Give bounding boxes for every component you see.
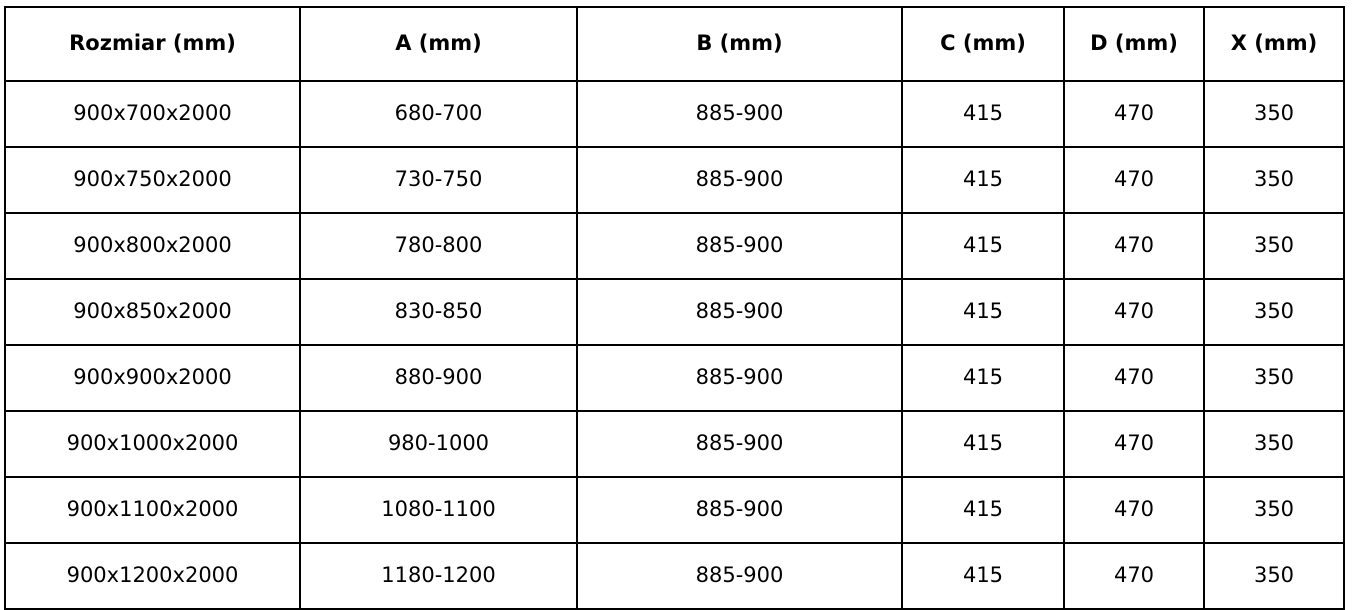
table-row xyxy=(5,543,1344,609)
cell-x: 350 xyxy=(1204,81,1344,147)
cell-c: 415 xyxy=(902,345,1064,411)
cell-x: 350 xyxy=(1204,279,1344,345)
cell-rozmiar: 900x1000x2000 xyxy=(5,411,300,477)
cell-rozmiar: 900x1100x2000 xyxy=(5,477,300,543)
cell-b: 885-900 xyxy=(577,81,902,147)
cell-x: 350 xyxy=(1204,477,1344,543)
cell-b: 885-900 xyxy=(577,411,902,477)
table-header-row xyxy=(5,7,1344,81)
cell-b: 885-900 xyxy=(577,213,902,279)
cell-x: 350 xyxy=(1204,147,1344,213)
column-header-a: A (mm) xyxy=(300,7,577,81)
cell-d: 470 xyxy=(1064,411,1204,477)
cell-c: 415 xyxy=(902,477,1064,543)
table-body xyxy=(5,81,1344,609)
cell-c: 415 xyxy=(902,279,1064,345)
cell-rozmiar: 900x800x2000 xyxy=(5,213,300,279)
column-header-d: D (mm) xyxy=(1064,7,1204,81)
cell-rozmiar: 900x900x2000 xyxy=(5,345,300,411)
column-header-x: X (mm) xyxy=(1204,7,1344,81)
cell-x: 350 xyxy=(1204,543,1344,609)
cell-a: 780-800 xyxy=(300,213,577,279)
cell-x: 350 xyxy=(1204,411,1344,477)
table-row xyxy=(5,147,1344,213)
cell-b: 885-900 xyxy=(577,543,902,609)
cell-a: 980-1000 xyxy=(300,411,577,477)
cell-d: 470 xyxy=(1064,543,1204,609)
table-row xyxy=(5,279,1344,345)
cell-x: 350 xyxy=(1204,213,1344,279)
table-row xyxy=(5,345,1344,411)
cell-b: 885-900 xyxy=(577,345,902,411)
cell-d: 470 xyxy=(1064,213,1204,279)
cell-a: 1080-1100 xyxy=(300,477,577,543)
cell-c: 415 xyxy=(902,81,1064,147)
table-row xyxy=(5,411,1344,477)
cell-b: 885-900 xyxy=(577,147,902,213)
cell-c: 415 xyxy=(902,411,1064,477)
cell-b: 885-900 xyxy=(577,279,902,345)
cell-d: 470 xyxy=(1064,345,1204,411)
cell-d: 470 xyxy=(1064,147,1204,213)
table-row xyxy=(5,477,1344,543)
cell-d: 470 xyxy=(1064,81,1204,147)
size-table-container xyxy=(0,6,1355,599)
cell-rozmiar: 900x850x2000 xyxy=(5,279,300,345)
cell-a: 830-850 xyxy=(300,279,577,345)
cell-a: 680-700 xyxy=(300,81,577,147)
column-header-c: C (mm) xyxy=(902,7,1064,81)
column-header-rozmiar: Rozmiar (mm) xyxy=(5,7,300,81)
column-header-b: B (mm) xyxy=(577,7,902,81)
cell-c: 415 xyxy=(902,213,1064,279)
cell-c: 415 xyxy=(902,543,1064,609)
cell-c: 415 xyxy=(902,147,1064,213)
cell-b: 885-900 xyxy=(577,477,902,543)
cell-rozmiar: 900x700x2000 xyxy=(5,81,300,147)
table-row xyxy=(5,213,1344,279)
dimensions-table xyxy=(4,6,1345,610)
cell-a: 1180-1200 xyxy=(300,543,577,609)
cell-a: 730-750 xyxy=(300,147,577,213)
cell-d: 470 xyxy=(1064,279,1204,345)
cell-a: 880-900 xyxy=(300,345,577,411)
cell-d: 470 xyxy=(1064,477,1204,543)
cell-x: 350 xyxy=(1204,345,1344,411)
cell-rozmiar: 900x1200x2000 xyxy=(5,543,300,609)
table-header xyxy=(5,7,1344,81)
cell-rozmiar: 900x750x2000 xyxy=(5,147,300,213)
table-row xyxy=(5,81,1344,147)
